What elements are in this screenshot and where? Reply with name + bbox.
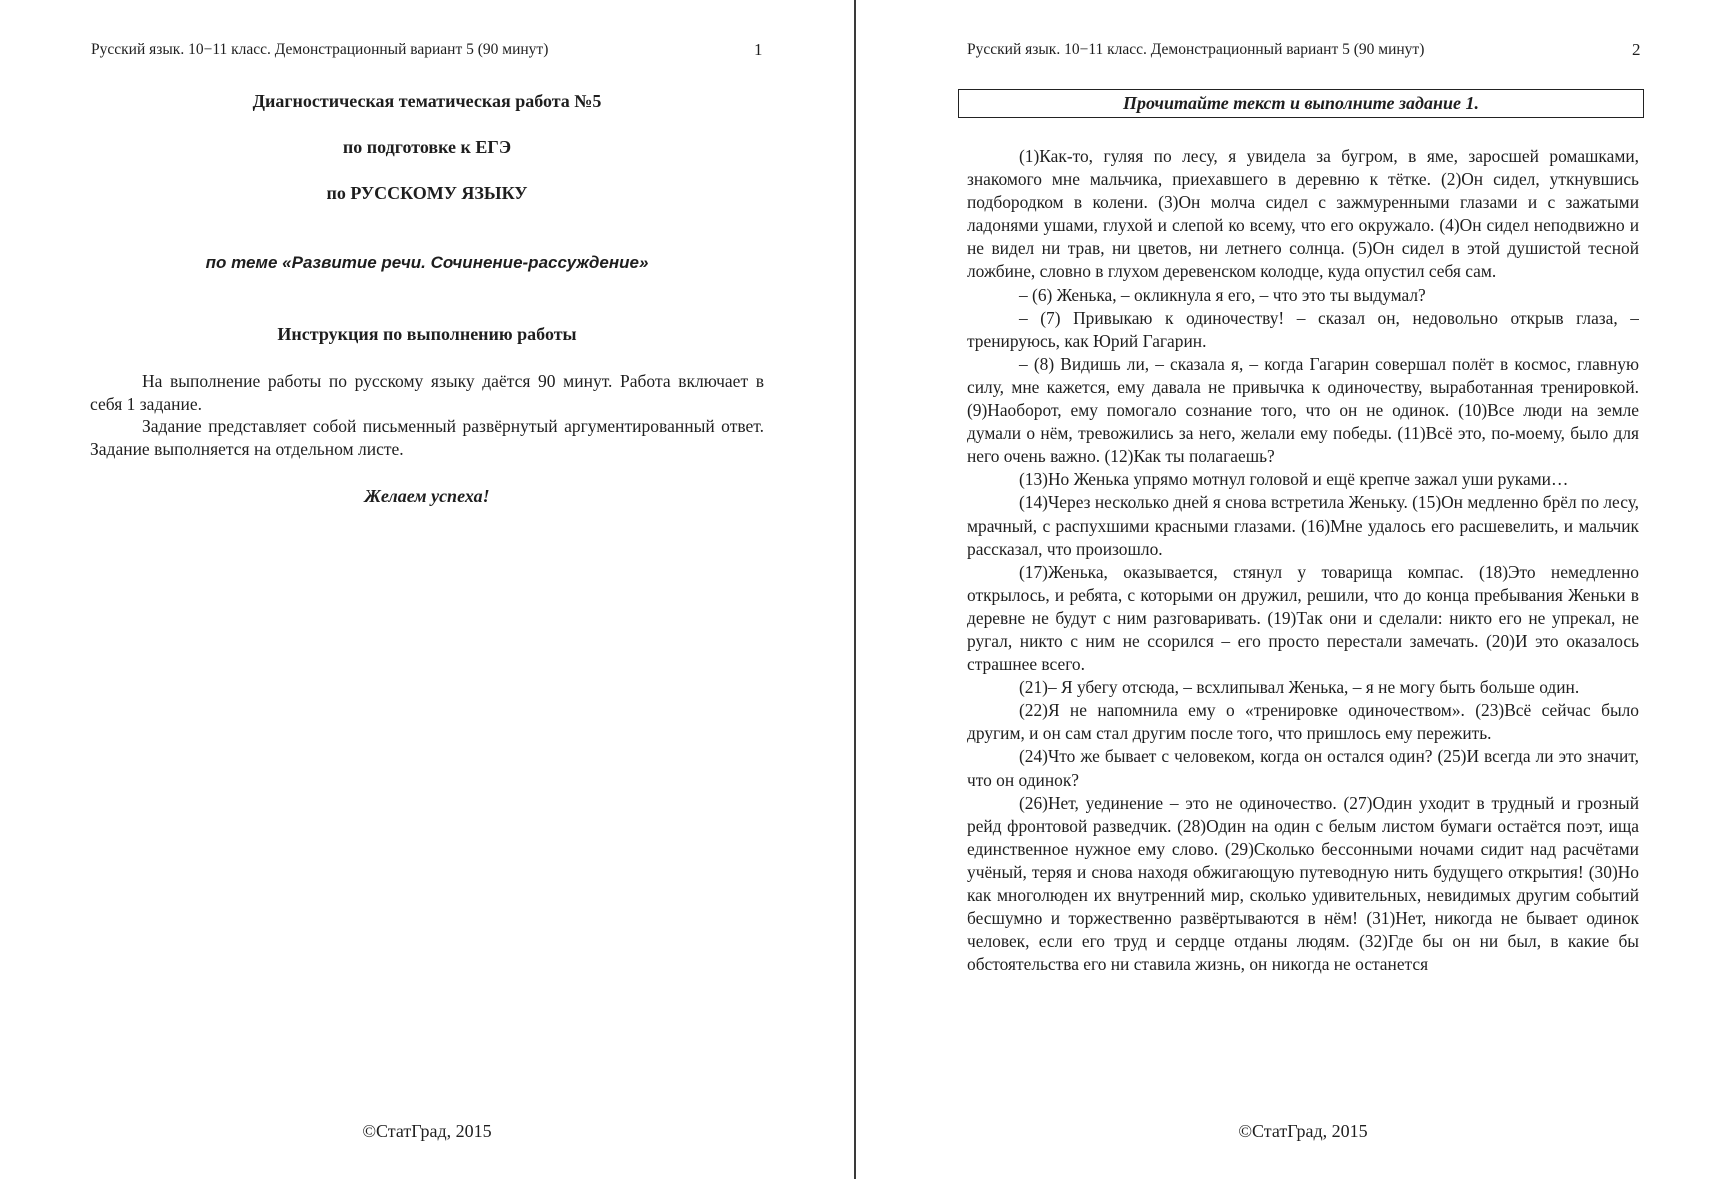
text-paragraph: (17)Женька, оказывается, стянул у товарища компас. (18)Это немедленно открылось, и ребята, с которыми он дружил, решили, что до конца пребывания Женьки в деревне не будут с ним разговаривать. (19)Так они и сделали: никто его не упрекал, не ругал, никто с ним не ссорился – его просто перестали замечать. (20)И это оказалось страшнее всего. [967, 561, 1639, 675]
text-paragraph: (24)Что же бывает с человеком, когда он остался один? (25)И всегда ли это значит, что он одинок? [967, 746, 1639, 790]
instructions-paragraph: На выполнение работы по русскому языку даётся 90 минут. Работа включает в себя 1 задание. [90, 371, 764, 414]
running-header: Русский язык. 10−11 класс. Демонстрационный вариант 5 (90 минут) [967, 41, 1425, 58]
page-number: 1 [754, 40, 763, 59]
task-heading-box: Прочитайте текст и выполните задание 1. [958, 89, 1644, 118]
work-title: Диагностическая тематическая работа №5 [252, 91, 602, 111]
text-paragraph: (26)Нет, уединение – это не одиночество. (27)Один уходит в трудный и грозный рейд фронтовой разведчик. (28)Один на один с белым листом бумаги остаётся поэт, ища единственное нужное ему слово. (29)Сколько бессонными ночами сидит над расчётами учёный, теряя и снова находя обжигающую путеводную нить будущего открытия! (30)Но как многолюден их внутренний мир, сколько удивительных, невидимых другим событий бесшумно и торжественно развёртываются в нём! (31)Нет, никогда не бывает одинок человек, если его труд и сердце отданы людям. (32)Где бы он ни был, в какие бы обстоятельства его ни ставила жизнь, он никогда не останется [967, 792, 1639, 975]
page-number: 2 [1632, 40, 1641, 59]
text-paragraph: (14)Через несколько дней я снова встретила Женьку. (15)Он медленно брёл по лесу, мрачный, с распухшими красными глазами. (16)Мне удалось его расшевелить, и мальчик рассказал, что произошло. [967, 492, 1639, 559]
text-paragraph: (13)Но Женька упрямо мотнул головой и ещё крепче зажал уши руками… [1019, 469, 1569, 490]
reading-text [967, 145, 1639, 1093]
page-right [857, 0, 1710, 1179]
work-topic: по теме «Развитие речи. Сочинение-рассуждение» [205, 253, 649, 272]
work-subtitle-subject: по РУССКОМУ ЯЗЫКУ [326, 183, 528, 203]
instructions-text [90, 370, 764, 460]
page-divider [854, 0, 856, 1179]
running-header: Русский язык. 10−11 класс. Демонстрационный вариант 5 (90 минут) [91, 41, 549, 58]
instructions-heading: Инструкция по выполнению работы [277, 324, 577, 344]
text-paragraph: (22)Я не напомнила ему о «тренировке одиночеством». (23)Всё сейчас было другим, и он сам стал другим после того, что пришлось ему пережить. [967, 700, 1639, 744]
text-paragraph: – (6) Женька, – окликнула я его, – что это ты выдумал? [1019, 284, 1426, 305]
text-paragraph: (21)– Я убегу отсюда, – всхлипывал Женька, – я не могу быть больше один. [1019, 677, 1580, 698]
text-paragraph: – (7) Привыкаю к одиночеству! – сказал он, недовольно открыв глаза, – тренируюсь, как Юрий Гагарин. [967, 307, 1639, 351]
work-subtitle-exam: по подготовке к ЕГЭ [342, 137, 512, 157]
wish-text: Желаем успеха! [364, 486, 490, 506]
text-paragraph: – (8) Видишь ли, – сказала я, – когда Гагарин совершал полёт в космос, главную силу, мне кажется, ему давала не привычка к одиночеству, выработанная тренировкой. (9)Наоборот, ему помогало сознание того, что он не одинок. (10)Все люди на земле думали о нём, тревожились за него, желали ему победы. (11)Всё это, по-моему, было для него очень важно. (12)Как ты полагаешь? [967, 353, 1639, 467]
instructions-paragraph: Задание представляет собой письменный развёрнутый аргументированный ответ. Задание выполняется на отдельном листе. [90, 416, 764, 459]
page-footer: ©СтатГрад, 2015 [362, 1121, 492, 1141]
text-paragraph: (1)Как-то, гуляя по лесу, я увидела за бугром, в яме, заросшей ромашками, знакомого мне мальчика, приехавшего в деревню к тётке. (2)Он сидел, уткнувшись подбородком в колени. (3)Он молча сидел с зажмуренными глазами и с зажатыми ладонями ушами, глухой и слепой ко всему, что его окружало. (4)Он сидел неподвижно и не видел ни трав, ни цветов, ни летнего солнца. (5)Он сидел в этой душистой тесной ложбине, словно в глухом деревенском колодце, куда опустил себя сам. [967, 146, 1639, 282]
page-footer: ©СтатГрад, 2015 [1238, 1121, 1368, 1141]
